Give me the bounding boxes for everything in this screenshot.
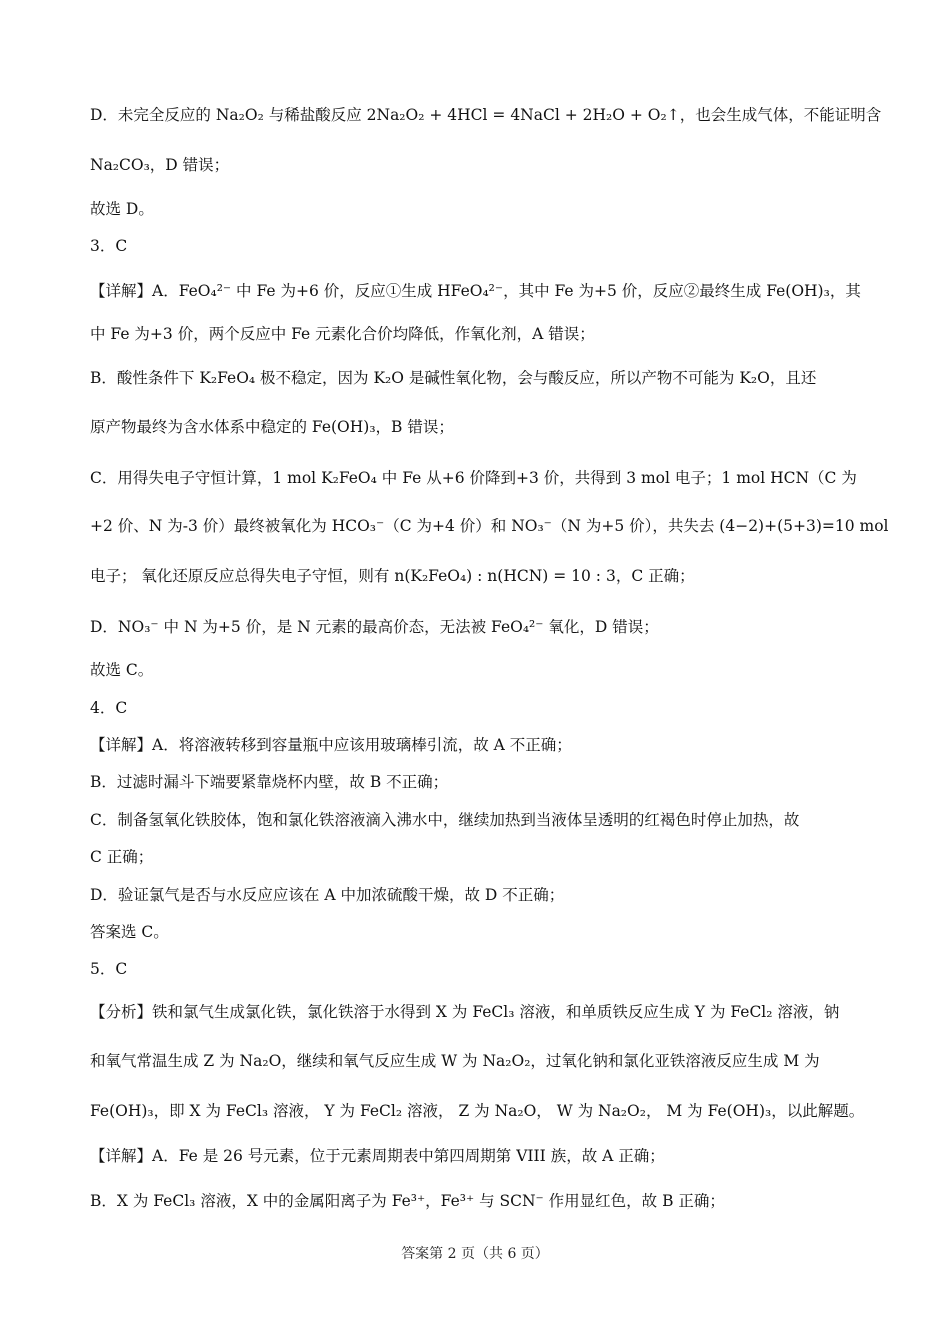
page-footer: 答案第 2 页（共 6 页） (401, 1246, 549, 1262)
text-line: 故选 C。 (90, 661, 154, 679)
text-line: D．未完全反应的 Na₂O₂ 与稀盐酸反应 2Na₂O₂ + 4HCl = 4NaCl + 2H₂O + O₂↑，也会生成气体，不能证明含 (90, 106, 882, 124)
text-line: D．验证氯气是否与水反应应该在 A 中加浓硫酸干燥，故 D 不正确； (90, 886, 565, 904)
text-line: 【分析】铁和氯气生成氯化铁，氯化铁溶于水得到 X 为 FeCl₃ 溶液，和单质铁反应生成 Y 为 FeCl₂ 溶液，钠 (90, 1003, 840, 1021)
text-line: Fe(OH)₃，即 X 为 FeCl₃ 溶液， Y 为 FeCl₂ 溶液， Z 为 Na₂O， W 为 Na₂O₂， M 为 Fe(OH)₃，以此解题。 (90, 1102, 865, 1120)
text-line: D．NO₃⁻ 中 N 为+5 价，是 N 元素的最高价态，无法被 FeO₄²⁻ 氧化，D 错误； (90, 618, 659, 636)
text-line: 4．C (90, 699, 128, 717)
text-line: 【详解】A．Fe 是 26 号元素，位于元素周期表中第四周期第 VIII 族，故 A 正确； (90, 1147, 665, 1165)
text-line: 原产物最终为含水体系中稳定的 Fe(OH)₃，B 错误； (90, 418, 454, 436)
text-line: +2 价、N 为-3 价）最终被氧化为 HCO₃⁻（C 为+4 价）和 NO₃⁻（N 为+5 价），共失去 (4−2)+(5+3)=10 mol (90, 517, 889, 535)
text-line: 3．C (90, 237, 128, 255)
text-line: 5．C (90, 960, 128, 978)
text-line: Na₂CO₃，D 错误； (90, 156, 230, 174)
text-line: 电子； 氧化还原反应总得失电子守恒，则有 n(K₂FeO₄) : n(HCN) = 10 : 3，C 正确； (90, 567, 695, 585)
text-line: B．X 为 FeCl₃ 溶液，X 中的金属阳离子为 Fe³⁺，Fe³⁺ 与 SCN⁻ 作用显红色，故 B 正确； (90, 1192, 725, 1210)
text-line: 【详解】A．FeO₄²⁻ 中 Fe 为+6 价，反应①生成 HFeO₄²⁻，其中 Fe 为+5 价，反应②最终生成 Fe(OH)₃，其 (90, 282, 861, 300)
text-line: C．用得失电子守恒计算，1 mol K₂FeO₄ 中 Fe 从+6 价降到+3 价，共得到 3 mol 电子；1 mol HCN（C 为 (90, 469, 857, 487)
text-line: 【详解】A．将溶液转移到容量瓶中应该用玻璃棒引流，故 A 不正确； (90, 736, 572, 754)
text-line: B．酸性条件下 K₂FeO₄ 极不稳定，因为 K₂O 是碱性氧化物，会与酸反应，所以产物不可能为 K₂O，且还 (90, 369, 817, 387)
text-line: 中 Fe 为+3 价，两个反应中 Fe 元素化合价均降低，作氧化剂，A 错误； (90, 325, 595, 343)
text-line: 答案选 C。 (90, 923, 169, 941)
text-line: B．过滤时漏斗下端要紧靠烧杯内壁，故 B 不正确； (90, 773, 449, 791)
text-line: 和氧气常温生成 Z 为 Na₂O，继续和氧气反应生成 W 为 Na₂O₂，过氧化钠和氯化亚铁溶液反应生成 M 为 (90, 1052, 820, 1070)
text-line: C．制备氢氧化铁胶体，饱和氯化铁溶液滴入沸水中，继续加热到当液体呈透明的红褐色时停止加热，故 (90, 811, 800, 829)
text-line: C 正确； (90, 848, 154, 866)
text-line: 故选 D。 (90, 200, 154, 218)
